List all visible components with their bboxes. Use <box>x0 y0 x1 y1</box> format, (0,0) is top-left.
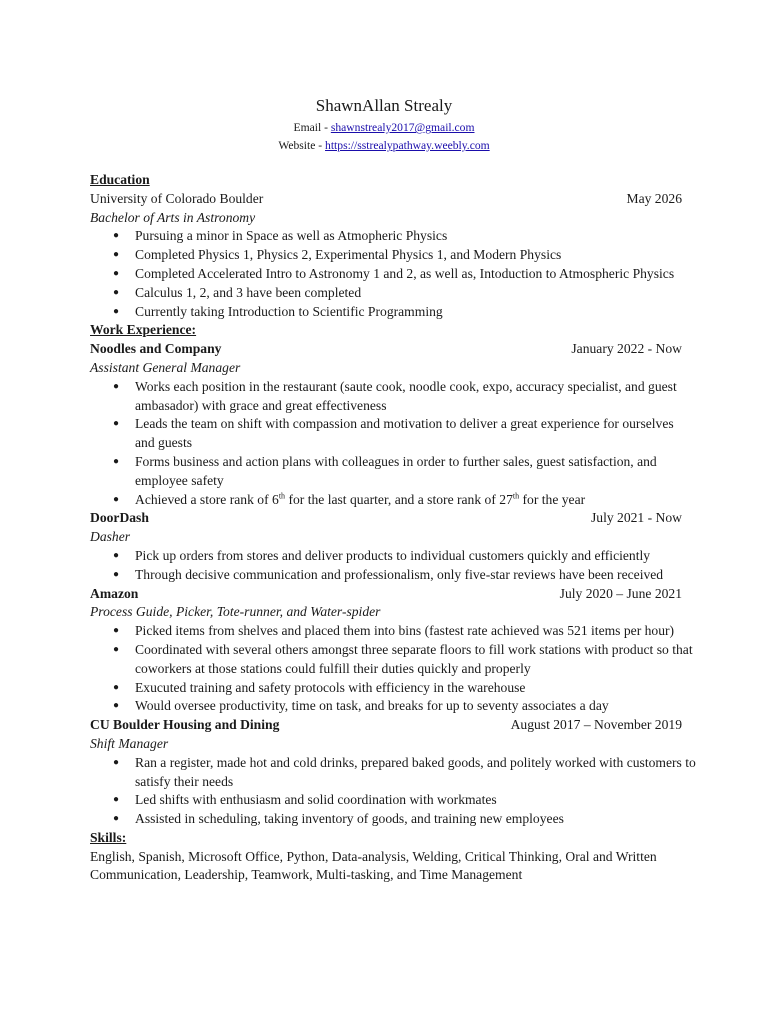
bullet-icon: ● <box>113 756 120 768</box>
list-item: ● Completed Physics 1, Physics 2, Experimental Physics 1, and Modern Physics <box>108 246 696 265</box>
job-bullets <box>90 547 696 585</box>
job-header-amazon <box>90 585 682 604</box>
education-bullets <box>90 227 696 321</box>
list-item: ● Coordinated with several others amongst three separate floors to fill work stations with product so that coworkers at those stations could fulfill their duties quickly and properly <box>113 641 693 676</box>
company-name: Amazon <box>90 585 139 601</box>
bullet-icon: ● <box>113 568 120 580</box>
bullet-icon: ● <box>113 549 120 561</box>
skills-heading: Skills: <box>90 829 127 845</box>
bullet-icon: ● <box>113 625 120 637</box>
job-role: Process Guide, Picker, Tote-runner, and Water-spider <box>90 604 381 620</box>
email-line <box>76 119 692 137</box>
bullet-icon: ● <box>113 267 120 279</box>
company-name: DoorDash <box>90 510 149 526</box>
list-item: ● Pick up orders from stores and deliver products to individual customers quickly and efficiently <box>108 547 696 566</box>
bullet-icon: ● <box>113 493 120 505</box>
list-item: ● Led shifts with enthusiasm and solid coordination with workmates <box>108 791 696 810</box>
bullet-icon: ● <box>113 380 120 392</box>
degree: Bachelor of Arts in Astronomy <box>90 209 256 225</box>
list-item: ● Picked items from shelves and placed them into bins (fastest rate achieved was 521 items per hour) <box>108 622 696 641</box>
bullet-icon: ● <box>113 455 120 467</box>
list-item: ● Achieved a store rank of 6th for the last quarter, and a store rank of 27th for the year <box>108 491 696 510</box>
list-item: ● Completed Accelerated Intro to Astronomy 1 and 2, as well as, Intoduction to Atmospheric Physics <box>108 265 696 284</box>
job-header-cu-housing <box>90 716 682 735</box>
list-item: ● Exucuted training and safety protocols with efficiency in the warehouse <box>108 679 696 698</box>
job-date: July 2021 - Now <box>590 510 682 526</box>
bullet-icon: ● <box>113 249 120 261</box>
list-item: ● Ran a register, made hot and cold drinks, prepared baked goods, and politely worked with customers to satisfy their needs <box>113 754 696 789</box>
list-item: ● Currently taking Introduction to Scientific Programming <box>108 303 696 322</box>
bullet-icon: ● <box>113 418 120 430</box>
list-item: ● Works each position in the restaurant (saute cook, noodle cook, expo, accuracy specialist, and guest ambasador) with grace and great effectiveness <box>113 378 677 413</box>
resume-name: ShawnAllan Strealy <box>315 96 453 115</box>
bullet-icon: ● <box>113 681 120 693</box>
work-heading: Work Experience: <box>90 322 197 338</box>
bullet-icon: ● <box>113 286 120 298</box>
list-item: ● Through decisive communication and professionalism, only five-star reviews have been received <box>108 566 696 585</box>
list-item: ● Leads the team on shift with compassion and motivation to deliver a great experience for ourselves and guests <box>113 416 674 451</box>
bullet-icon: ● <box>113 305 120 317</box>
website-line <box>76 137 692 155</box>
list-item: ● Pursuing a minor in Space as well as Atmopheric Physics <box>108 227 696 246</box>
bullet-icon: ● <box>113 794 120 806</box>
job-bullets <box>90 754 696 829</box>
skills-text: English, Spanish, Microsoft Office, Python, Data-analysis, Welding, Critical Thinking, Oral and Written Communication, Leadership, Teamwork, Multi-tasking, and Time Management <box>90 848 657 883</box>
website-link[interactable]: https://sstrealypathway.weebly.com <box>325 139 490 152</box>
job-date: July 2020 – June 2021 <box>559 585 682 601</box>
job-role: Assistant General Manager <box>90 359 241 375</box>
job-role: Dasher <box>90 529 131 545</box>
list-item: ● Calculus 1, 2, and 3 have been completed <box>108 284 696 303</box>
list-item: ● Would oversee productivity, time on task, and breaks for up to seventy associates a day <box>108 697 696 716</box>
bullet-icon: ● <box>113 700 120 712</box>
job-header-noodles <box>90 340 682 359</box>
email-link[interactable]: shawnstrealy2017@gmail.com <box>330 121 475 134</box>
education-date: May 2026 <box>626 190 682 206</box>
company-name: Noodles and Company <box>90 341 222 357</box>
job-role: Shift Manager <box>90 735 169 751</box>
job-bullets <box>90 622 696 716</box>
education-row <box>90 190 682 209</box>
bullet-icon: ● <box>113 813 120 825</box>
list-item: ● Forms business and action plans with colleagues in order to further sales, guest satisfaction, and employee safety <box>113 453 657 488</box>
bullet-icon: ● <box>113 643 120 655</box>
job-date: August 2017 – November 2019 <box>510 717 682 733</box>
school-name: University of Colorado Boulder <box>90 190 264 206</box>
email-label: Email - <box>293 121 331 134</box>
company-name: CU Boulder Housing and Dining <box>90 717 280 733</box>
education-heading: Education <box>90 172 150 187</box>
job-bullets <box>90 378 696 510</box>
job-date: January 2022 - Now <box>571 341 682 357</box>
job-header-doordash <box>90 509 682 528</box>
list-item: ● Assisted in scheduling, taking inventory of goods, and training new employees <box>108 810 696 829</box>
bullet-icon: ● <box>113 230 120 242</box>
website-label: Website - <box>278 139 326 152</box>
